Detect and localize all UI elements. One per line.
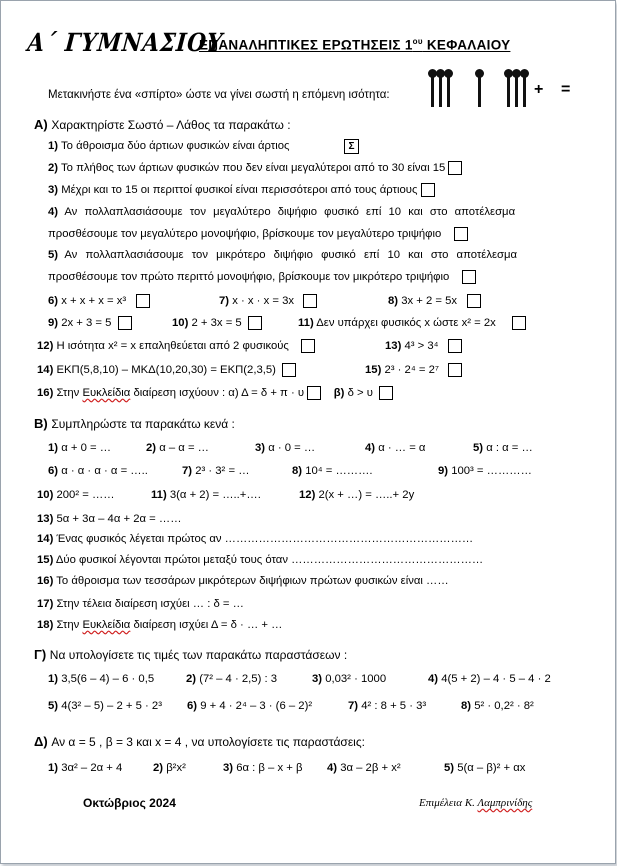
a-question-3: 3) Μέχρι και το 15 οι περιττοί φυσικοί είναι περισσότεροι από τους άρτιους xyxy=(48,183,435,197)
b-question-2: 2) α – α = … xyxy=(146,442,209,454)
b-question-5: 5) α : α = … xyxy=(473,442,533,454)
a-answer-box-15[interactable] xyxy=(448,363,462,377)
section-d-heading: Δ) Αν α = 5 , β = 3 και x = 4 , να υπολογίσετε τις παραστάσεις: xyxy=(34,734,365,749)
section-b-heading: Β) Συμπληρώστε τα παρακάτω κενά : xyxy=(34,416,235,431)
a-question-12: 12) Η ισότητα x² = x επαληθεύεται από 2 φυσικούς xyxy=(37,339,315,353)
a-answer-box-9[interactable] xyxy=(118,316,132,330)
b-question-9: 9) 100³ = ………… xyxy=(438,465,532,477)
a-answer-box-3[interactable] xyxy=(421,183,435,197)
b-question-7: 7) 2³ · 3² = … xyxy=(182,465,250,477)
a-answer-box-14[interactable] xyxy=(282,363,296,377)
b-question-6: 6) α · α · α · α = ….. xyxy=(48,465,148,477)
a-question-11: 11) Δεν υπάρχει φυσικός x ώστε x² = 2x xyxy=(298,316,526,330)
a-question-4-cont: προσθέσουμε τον μεγαλύτερο μονοψήφιο, βρίσκουμε τον μεγαλύτερο τριψήφιο xyxy=(48,227,468,241)
b-question-15: 15) Δύο φυσικοί λέγονται πρώτοι μεταξύ τους όταν …………………………………………… xyxy=(37,554,484,566)
b-question-13: 13) 5α + 3α – 4α + 2α = …… xyxy=(37,513,182,525)
matchstick-instruction: Μετακινήστε ένα «σπίρτο» ώστε να γίνει σωστή η επόμενη ισότητα: xyxy=(48,89,390,101)
a-answer-box-11[interactable] xyxy=(512,316,526,330)
b-question-18: 18) Στην Ευκλείδια διαίρεση ισχύει Δ = δ · … + … xyxy=(37,619,283,631)
b-question-1: 1) α + 0 = … xyxy=(48,442,112,454)
a-question-9: 9) 2x + 3 = 5 xyxy=(48,316,132,330)
a-answer-box-5[interactable] xyxy=(462,270,476,284)
a-question-6: 6) x + x + x = x³ xyxy=(48,294,150,308)
a-question-4: 4) Αν πολλαπλασιάσουμε τον μεγαλύτερο διψήφιο φυσικό επί 10 και στο αποτέλεσμα xyxy=(48,206,516,218)
footer-date: Οκτώβριος 2024 xyxy=(83,796,176,810)
d-question-4: 4) 3α – 2β + x² xyxy=(327,762,401,774)
b-question-12: 12) 2(x + …) = …..+ 2y xyxy=(299,489,415,501)
b-question-17: 17) Στην τέλεια διαίρεση ισχύει … : δ = … xyxy=(37,598,244,610)
a-question-16: 16) Στην Ευκλείδια διαίρεση ισχύουν : α) Δ = δ + π · υ β) δ > υ xyxy=(37,386,393,400)
b-question-16: 16) Το άθροισμα των τεσσάρων μικρότερων διψήφιων πρώτων φυσικών είναι …… xyxy=(37,575,449,587)
g-question-6: 6) 9 + 4 · 2⁴ – 3 · (6 – 2)² xyxy=(187,700,313,712)
a-answer-box-6[interactable] xyxy=(136,294,150,308)
a-answer-box-1[interactable]: Σ xyxy=(344,139,359,154)
footer-editor: Επιμέλεια Κ. Λαμπρινίδης xyxy=(419,797,533,809)
b-question-4: 4) α · … = α xyxy=(365,442,426,454)
d-question-1: 1) 3α² – 2α + 4 xyxy=(48,762,123,774)
a-answer-box-16b[interactable] xyxy=(379,386,393,400)
g-question-1: 1) 3,5(6 – 4) – 6 · 0,5 xyxy=(48,673,155,685)
b-question-3: 3) α · 0 = … xyxy=(255,442,316,454)
section-a-heading: Α) Χαρακτηρίστε Σωστό – Λάθος τα παρακάτω : xyxy=(34,117,291,132)
a-question-5: 5) Αν πολλαπλασιάσουμε τον μικρότερο διψήφιο φυσικό επί 10 και στο αποτέλεσμα xyxy=(48,249,518,261)
b-question-11: 11) 3(α + 2) = …..+…. xyxy=(151,489,261,501)
b-question-10: 10) 200² = …… xyxy=(37,489,115,501)
b-question-8: 8) 10⁴ = ………. xyxy=(292,465,373,477)
a-answer-box-12[interactable] xyxy=(301,339,315,353)
a-question-1: 1) Το άθροισμα δύο άρτιων φυσικών είναι άρτιος xyxy=(48,140,290,152)
a-question-14: 14) ΕΚΠ(5,8,10) – ΜΚΔ(10,20,30) = ΕΚΠ(2,3,5) xyxy=(37,363,296,377)
a-answer-box-7[interactable] xyxy=(303,294,317,308)
a-answer-box-2[interactable] xyxy=(448,161,462,175)
a-answer-box-13[interactable] xyxy=(448,339,462,353)
g-question-7: 7) 4² : 8 + 5 · 3³ xyxy=(348,700,427,712)
g-question-5: 5) 4(3² – 5) – 2 + 5 · 2³ xyxy=(48,700,162,712)
a-question-15: 15) 2³ · 2⁴ = 2⁷ xyxy=(365,363,462,377)
a-question-2: 2) Το πλήθος των άρτιων φυσικών που δεν είναι μεγαλύτεροι από το 30 είναι 15 xyxy=(48,161,462,175)
g-question-2: 2) (7² – 4 · 2,5) : 3 xyxy=(186,673,278,685)
school-logo: Α΄ ΓΥΜΝΑΣΙΟΥ xyxy=(26,28,225,57)
a-answer-box-10[interactable] xyxy=(248,316,262,330)
d-question-3: 3) 6α : β – x + β xyxy=(223,762,303,774)
a-question-5-cont: προσθέσουμε τον πρώτο περιττό μονοψήφιο, βρίσκουμε τον μικρότερο τριψήφιο xyxy=(48,270,476,284)
a-question-13: 13) 4³ > 3⁴ xyxy=(385,339,462,353)
a-question-7: 7) x · x · x = 3x xyxy=(219,294,317,308)
g-question-8: 8) 5² · 0,2² · 8² xyxy=(461,700,534,712)
a-answer-box-8[interactable] xyxy=(467,294,481,308)
b-question-14: 14) Ένας φυσικός λέγεται πρώτος αν ………………………………………………………… xyxy=(37,533,474,545)
d-question-5: 5) 5(α – β)² + αx xyxy=(444,762,526,774)
page-title: ΕΠΑΝΑΛΗΠΤΙΚΕΣ ΕΡΩΤΗΣΕΙΣ $1^{o\upsilon}$ ΚΕΦΑΛΑΙΟΥ xyxy=(199,37,511,53)
g-question-3: 3) 0,03² · 1000 xyxy=(312,673,387,685)
section-g-heading: Γ) Να υπολογίσετε τις τιμές των παρακάτω παραστάσεων : xyxy=(34,647,348,662)
plus-sign: + xyxy=(534,81,544,98)
equals-sign: = xyxy=(561,81,571,98)
a-question-8: 8) 3x + 2 = 5x xyxy=(388,294,481,308)
a-answer-box-4[interactable] xyxy=(454,227,468,241)
a-answer-box-16a[interactable] xyxy=(307,386,321,400)
a-question-10: 10) 2 + 3x = 5 xyxy=(172,316,262,330)
g-question-4: 4) 4(5 + 2) – 4 · 5 – 4 · 2 xyxy=(428,673,551,685)
d-question-2: 2) β²x² xyxy=(153,762,186,774)
